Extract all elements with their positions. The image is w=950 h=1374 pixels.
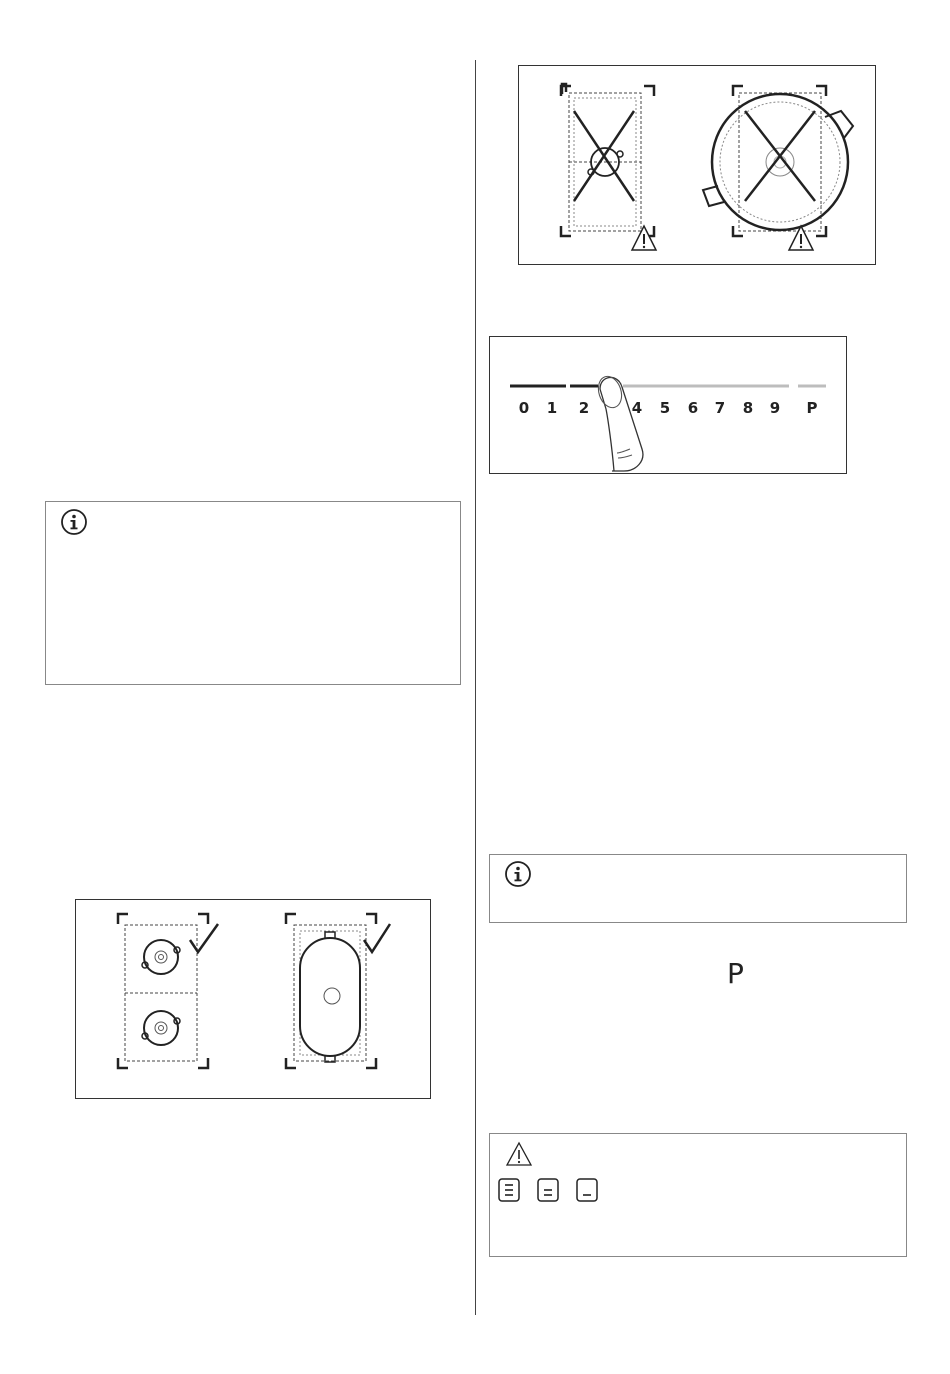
slider-label-7: 7 (714, 399, 726, 417)
residual-heat-high-icon (499, 1179, 519, 1201)
check-mark-icon (190, 924, 218, 952)
info-note-box (45, 501, 461, 685)
cross-mark-icon (574, 111, 634, 201)
residual-heat-medium-icon (538, 1179, 558, 1201)
info-note-box-small (489, 854, 907, 923)
slider-label-4: 4 (631, 399, 643, 417)
info-circle-icon (504, 860, 532, 888)
power-slider-figure (489, 336, 847, 474)
slider-label-0: 0 (518, 399, 530, 417)
residual-heat-low-icon (577, 1179, 597, 1201)
column-divider (475, 60, 476, 1315)
warning-triangle-icon (504, 1140, 534, 1168)
slider-label-9: 9 (769, 399, 781, 417)
slider-label-2: 2 (578, 399, 590, 417)
slider-label-6: 6 (687, 399, 699, 417)
slider-label-5: 5 (659, 399, 671, 417)
residual-heat-indicators (498, 1178, 608, 1204)
incorrect-pan-placement-figure (518, 65, 876, 265)
power-function-symbol: P (727, 957, 744, 990)
correct-pan-placement-figure (75, 899, 431, 1099)
info-circle-icon (60, 508, 88, 536)
slider-label-1: 1 (546, 399, 558, 417)
warning-triangle-icon (632, 226, 656, 250)
slider-label-8: 8 (742, 399, 754, 417)
finger-touch-illustration (595, 373, 643, 471)
check-mark-icon (364, 924, 390, 952)
slider-label-P: P (806, 399, 818, 417)
warning-note-box (489, 1133, 907, 1257)
